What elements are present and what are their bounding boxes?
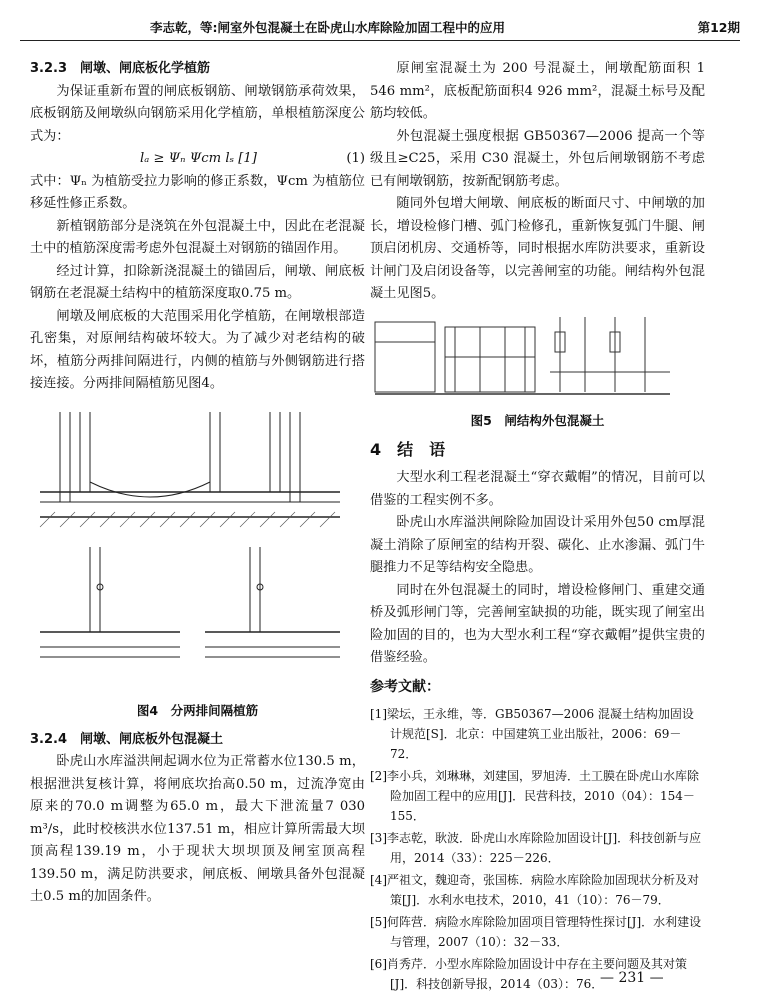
figure-4-drawing <box>30 402 365 692</box>
paragraph: 卧虎山水库溢洪闸起调水位为正常蓄水位130.5 m，根据泄洪复核计算，将闸底坎抬高0.50 m，过流净宽由原来的70.0 m调整为65.0 m，最大下泄流量7 030 m³/s，此时校核洪水位137.51 m，相应计算所需最大坝顶高程139.19 m，小于现状大坝坝顶及闸室顶高程139.50 m，满足防洪要求，闸底板、闸墩具备外包混凝土0.5 m的加固条件。 <box>30 754 365 904</box>
section-3-2-3-title: 3.2.3 闸墩、闸底板化学植筋 <box>30 61 211 76</box>
reference-item: [3]李志乾，耿波．卧虎山水库除险加固设计[J]．科技创新与应用，2014（33）：225－226． <box>370 831 702 865</box>
running-header <box>20 16 740 38</box>
paragraph: 式中：Ψₙ 为植筋受拉力影响的修正系数，Ψcm 为植筋位移延性修正系数。 <box>30 173 365 211</box>
right-column <box>370 58 705 996</box>
paragraph: 大型水利工程老混凝土“穿衣戴帽”的情况，目前可以借鉴的工程实例不多。 <box>370 470 705 508</box>
paragraph: 闸墩及闸底板的大范围采用化学植筋，在闸墩根部造孔密集，对原闸结构破坏较大。为了减少对老结构的破坏，植筋分两排间隔进行，内侧的植筋与外侧钢筋进行搭接连接。分两排间隔植筋见图4。 <box>30 308 365 391</box>
paragraph: 新植钢筋部分是浇筑在外包混凝土中，因此在老混凝土中的植筋深度需考虑外包混凝土对钢筋的锚固作用。 <box>30 218 365 256</box>
page-number: — 231 — <box>600 970 664 986</box>
reference-item: [1]梁坛，王永维，等．GB50367—2006 混凝土结构加固设计规范[S]．北京：中国建筑工业出版社，2006：69－72． <box>370 707 694 761</box>
figure-5-caption: 图5 闸结构外包混凝土 <box>470 413 605 428</box>
figure-5 <box>370 312 705 433</box>
paragraph: 外包混凝土强度根据 GB50367—2006 提高一个等级且≥C25，采用 C30 混凝土，外包后闸墩钢筋不考虑已有闸墩钢筋，按新配钢筋考虑。 <box>370 128 705 189</box>
header-issue: 第12期 <box>697 20 740 35</box>
reference-item: [5]何阵营．病险水库除险加固项目管理特性探讨[J]．水利建设与管理，2007（10）：32－33． <box>370 915 702 949</box>
formula-1 <box>30 148 365 171</box>
paragraph: 经过计算，扣除新浇混凝土的锚固后，闸墩、闸底板钢筋在老混凝土结构中的植筋深度取0.75 m。 <box>30 263 365 301</box>
reference-item: [4]严祖文，魏迎奇，张国栋．病险水库除险加固现状分析及对策[J]．水利水电技术，2010，41（10）：76－79． <box>370 873 700 907</box>
reference-item: [6]肖秀芹．小型水库除险加固设计中存在主要问题及其对策[J]．科技创新导报，2014（03）：76． <box>370 957 688 991</box>
paragraph: 卧虎山水库溢洪闸除险加固设计采用外包50 cm厚混凝土消除了原闸室的结构开裂、碳化、止水渗漏、弧门牛腿推力不足等结构安全隐患。 <box>370 515 705 575</box>
references-title: 参考文献： <box>370 678 440 695</box>
formula-text: lₐ ≥ Ψₙ Ψcm lₛ [1] <box>140 151 257 166</box>
reference-item: [2]李小兵，刘琳琳，刘建国，罗旭涛．土工膜在卧虎山水库除险加固工程中的应用[J]．民营科技，2010（04）：154－155． <box>370 769 700 823</box>
figure-4-caption: 图4 分两排间隔植筋 <box>136 703 259 718</box>
paragraph: 原闸室混凝土为 200 号混凝土，闸墩配筋面积 1 546 mm²，底板配筋面积4 926 mm²，混凝土标号及配筋均较低。 <box>370 61 705 121</box>
left-column <box>30 58 365 909</box>
formula-number: (1) <box>346 151 365 166</box>
paragraph: 随同外包增大闸墩、闸底板的断面尺寸、中闸墩的加长，增设检修门槽、弧门检修孔，重新恢复弧门牛腿、闸顶启闭机房、交通桥等，同时根据水库防洪要求，重新设计闸门及启闭设备等，以完善闸室的功能。闸结构外包混凝土见图5。 <box>370 196 705 301</box>
header-rule <box>20 40 740 41</box>
section-4-title: 4 结 语 <box>370 439 446 459</box>
paragraph: 为保证重新布置的闸底板钢筋、闸墩钢筋承荷效果，底板钢筋及闸墩纵向钢筋采用化学植筋，单根植筋深度公式为： <box>30 83 365 144</box>
paragraph: 同时在外包混凝土的同时，增设检修闸门、重建交通桥及弧形闸门等，完善闸室缺损的功能，既实现了闸室出险加固的目的，也为大型水利工程“穿衣戴帽”提供宝贵的借鉴经验。 <box>370 582 705 665</box>
figure-4 <box>30 402 365 723</box>
references-list <box>370 704 705 994</box>
figure-5-drawing <box>370 312 705 402</box>
header-title: 李志乾，等:闸室外包混凝土在卧虎山水库除险加固工程中的应用 <box>150 20 506 35</box>
section-3-2-4-title: 3.2.4 闸墩、闸底板外包混凝土 <box>30 731 224 747</box>
